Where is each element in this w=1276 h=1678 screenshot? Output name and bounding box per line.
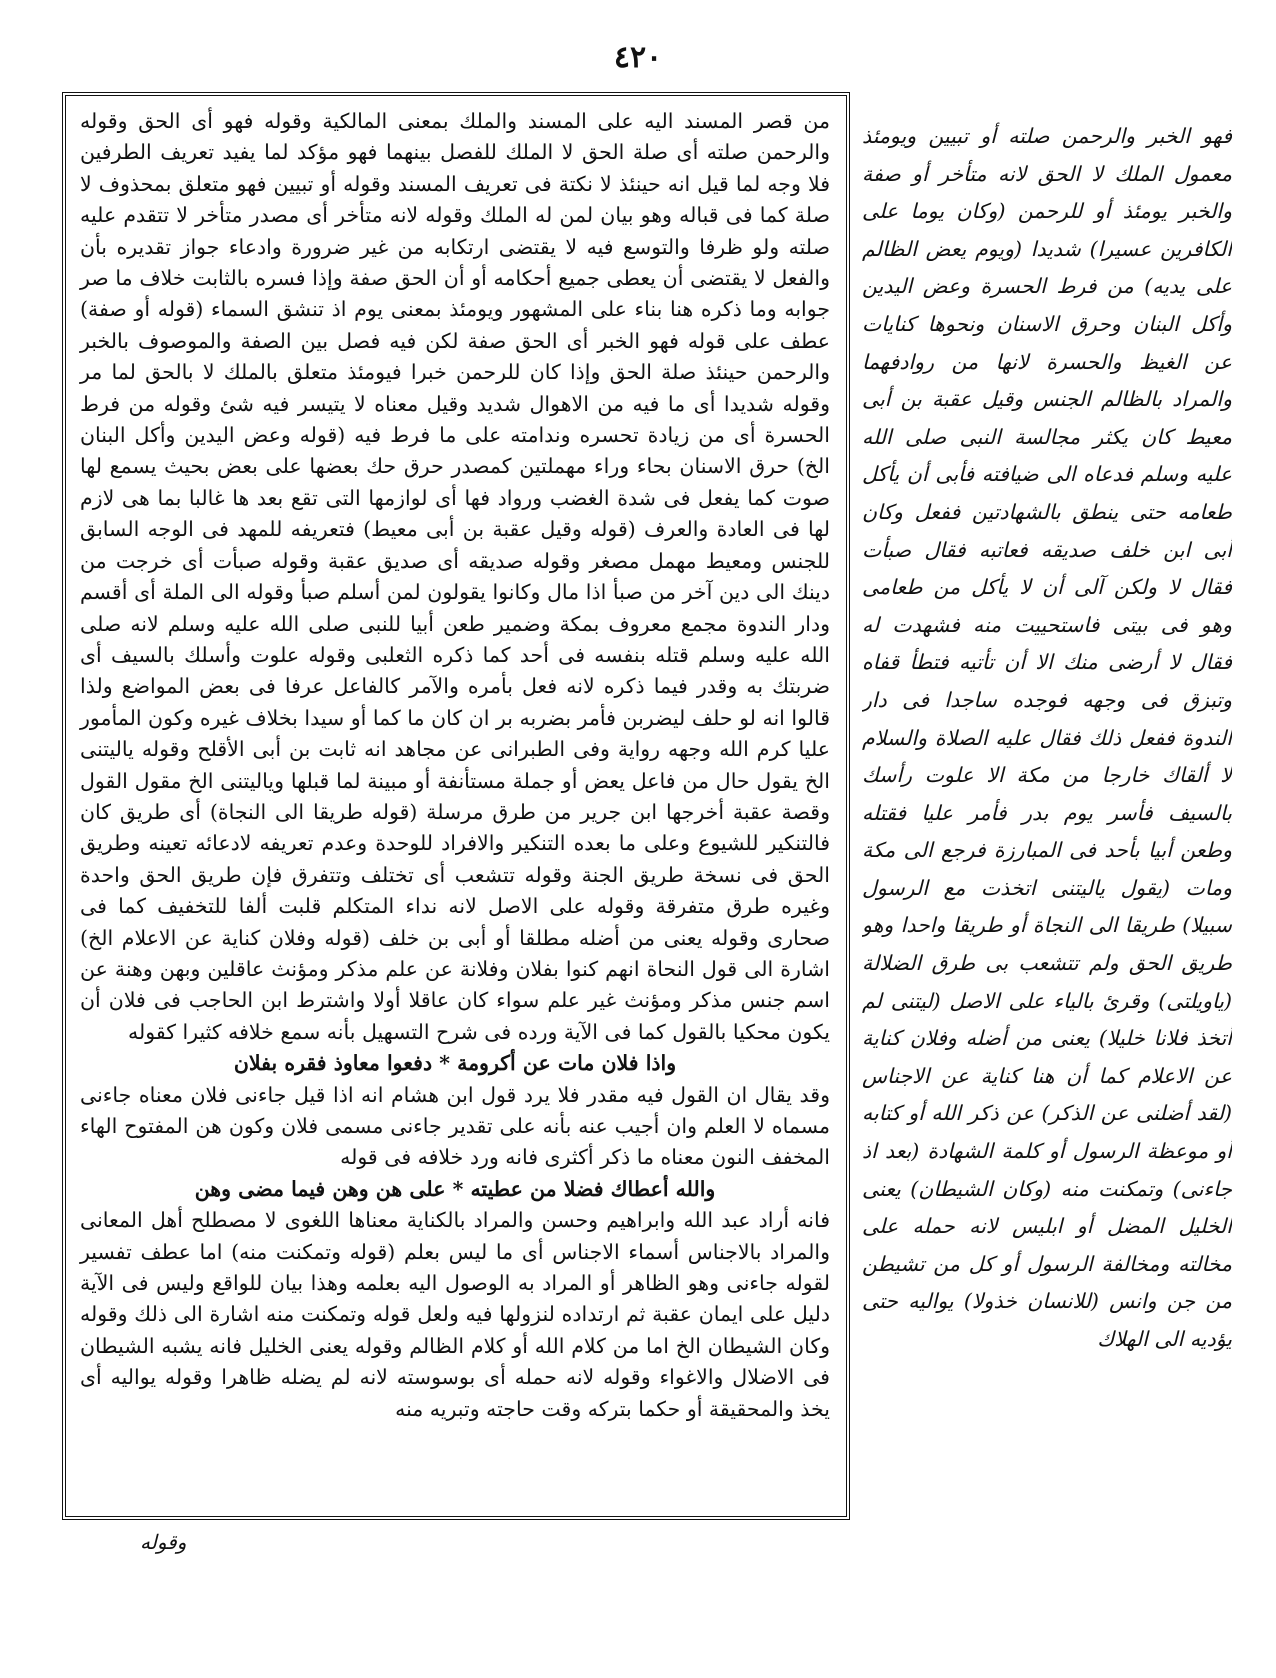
page-number: ٤٢٠ [613,40,663,75]
catchword: وقوله [140,1530,187,1554]
margin-paragraph: فهو الخبر والرحمن صلته أو تبيين ويومئذ معمول الملك لا الحق لانه متأخر أو صفة والخبر يومئذ أو للرحمن (وكان يوما على الكافرين عسيرا) شديدا (ويوم يعض الظالم على يديه) من فرط الحسرة وعض اليدين وأكل البنان وحرق الاسنان ونحوها كنايات عن الغيظ والحسرة لانها من روادفهما والمراد بالظالم الجنس وقيل عقبة بن أبى معيط كان يكثر مجالسة النبى صلى الله عليه وسلم فدعاه الى ضيافته فأبى أن يأكل طعامه حتى ينطق بالشهادتين ففعل وكان أبى ابن خلف صديقه فعاتبه فقال صبأت فقال لا ولكن آلى أن لا يأكل من طعامى وهو فى بيتى فاستحييت منه فشهدت له فقال لا أرضى منك الا أن تأتيه فتطأ قفاه وتبزق فى وجهه فوجده ساجدا فى دار الندوة ففعل ذلك فقال عليه الصلاة والسلام لا ألقاك خارجا من مكة الا علوت رأسك بالسيف فأسر يوم بدر فأمر عليا فقتله وطعن أبيا بأحد فى المبارزة فرجع الى مكة ومات (يقول ياليتنى اتخذت مع الرسول سبيلا) طريقا الى النجاة أو طريقا واحدا وهو طريق الحق ولم تتشعب بى طرق الضلالة (ياويلتى) وقرئ بالياء على الاصل (ليتنى لم أتخذ فلانا خليلا) يعنى من أضله وفلان كناية عن الاعلام كما أن هنا كناية عن الاجناس (لقد أضلنى عن الذكر) عن ذكر الله أو كتابه أو موعظة الرسول أو كلمة الشهادة (بعد اذ جاءنى) وتمكنت منه (وكان الشيطان) يعنى الخليل المضل أو ابليس لانه حمله على مخالته ومخالفة الرسول أو كل من تشيطن من جن وانس (للانسان خذولا) يواليه حتى يؤديه الى الهلاك [862,124,1232,1351]
main-paragraph-1: من قصر المسند اليه على المسند والملك بمعنى المالكية وقوله فهو أى الحق وقوله والرحمن صلته أى صلة الحق لا الملك للفصل بينهما فهو مؤكد لما يفيد تعريف الطرفين فلا وجه لما قيل انه حينئذ لا نكتة فى تعريف المسند وقوله أو تبيين فهو متعلق بمحذوف لا صلة كما فى قباله وهو بيان لمن له الملك وقوله لانه متأخر أى مصدر متأخر لا تتقدم عليه صلته ولو ظرفا والتوسع فيه لا يقتضى ارتكابه من غير ضرورة وادعاء جواز تقديره بأن والفعل لا يقتضى أن يعطى جميع أحكامه أو أن الحق صفة وإذا فسره بالثابت خلاف ما صر جوابه وما ذكره هنا بناء على المشهور ويومئذ بمعنى يوم اذ تنشق السماء (قوله أو صفة) عطف على قوله فهو الخبر أى الحق صفة لكن فيه فصل بين الصفة والموصوف بالخبر والرحمن حينئذ صلة الحق وإذا كان للرحمن خبرا فيومئذ متعلق بالملك لا بالحق لما مر وقوله شديدا أى ما فيه من الاهوال شديد وقيل معناه لا يتيسر فيه شئ وقوله من فرط الحسرة أى من زيادة تحسره وندامته على ما فرط فيه (قوله وعض اليدين وأكل البنان الخ) حرق الاسنان بحاء وراء مهملتين كمصدر حرق حك بعضها على بعض بحيث يسمع لها صوت كما يفعل فى شدة الغضب ورواد فها أى لوازمها التى تقع بعد ها غالبا بما هى لازم لها فى العادة والعرف (قوله وقيل عقبة بن أبى معيط) فتعريفه للمهد فى الوجه السابق للجنس ومعيط مهمل مصغر وقوله صديقه أى صديق عقبة وقوله صبأت أى خرجت من دينك الى دين آخر من صبأ اذا مال وكانوا يقولون لمن أسلم صبأ وقوله الى الملة أى أقسم ودار الندوة مجمع معروف بمكة وضمير طعن أبيا للنبى صلى الله عليه وسلم لانه صلى الله عليه وسلم قتله بنفسه فى أحد كما ذكره الثعلبى وقوله علوت وأسلك بالسيف أى ضربتك به وقدر فيما ذكره لانه فعل بأمره والآمر كالفاعل عرفا فى بعض المواضع ولذا قالوا انه لو حلف ليضربن فأمر بضربه بر ان كان ما كما أو سيدا بخلاف غيره وكون المأمور عليا كرم الله وجهه رواية وفى الطبرانى عن مجاهد انه ثابت بن أبى الأقلح وقوله ياليتنى الخ يقول حال من فاعل يعض أو جملة مستأنفة أو مبينة لما قبلها وياليتنى الخ مقول القول وقصة عقبة أخرجها ابن جرير من طرق مرسلة (قوله طريقا الى النجاة) أى طريق كان فالتنكير للشيوع وعلى ما بعده التنكير والافراد للوحدة وعدم تعريفه لادعائه تعينه وطريق الحق فى نسخة طريق الجنة وقوله تتشعب أى تختلف وتتفرق فإن طريق الحق واحدة وغيره طرق متفرقة وقوله على الاصل لانه نداء المتكلم قلبت ألفا للتخفيف كما فى صحارى وقوله يعنى من أضله مطلقا أو أبى بن خلف (قوله وفلان كناية عن الاعلام الخ) اشارة الى قول النحاة انهم كنوا بفلان وفلانة عن علم مذكر ومؤنث عاقلين وبهن وهنة عن اسم جنس مذكر ومؤنث غير علم سواء كان عاقلا أولا واشترط ابن الحاجب فى فلان أن يكون محكيا بالقول كما فى الآية ورده فى شرح التسهيل بأنه سمع خلافه كثيرا كقوله [80,109,830,1044]
poem-verse-2: والله أعطاك فضلا من عطيته * على هن وهن فيما مضى وهن [194,1176,716,1201]
main-paragraph-3: فانه أراد عبد الله وابراهيم وحسن والمراد بالكناية معناها اللغوى لا مصطلح أهل المعانى والمراد بالاجناس أسماء الاجناس أى ما ليس بعلم (قوله وتمكنت منه) اما عطف تفسير لقوله جاءنى وهو الظاهر أو المراد به الوصول اليه بعلمه وهذا بيان للواقع وليس فى الآية دليل على ايمان عقبة ثم ارتداده لنزولها فيه ولعل قوله وتمكنت منه اشارة الى ذلك وقوله وكان الشيطان الخ اما من كلام الله أو كلام الظالم وقوله يعنى الخليل فانه يشبه الشيطان فى الاضلال والاغواء وقوله لانه حمله أى بوسوسته لانه لم يضله ظاهرا وقوله يواليه أى يخذ والمحقيقة أو حكما بتركه وقت حاجته وتبريه منه [80,1208,830,1421]
margin-tafsir-column [862,118,1232,1408]
main-paragraph-2: وقد يقال ان القول فيه مقدر فلا يرد قول ابن هشام انه اذا قيل جاءنى فلان معناه جاءنى مسماه لا العلم وان أجيب عنه بأنه على تقدير جاءنى مسمى فلان وكون هن المفتوح الهاء المخفف النون معناه ما ذكر أكثرى فانه ورد خلافه فى قوله [80,1082,830,1170]
poem-verse-1: واذا فلان مات عن أكرومة * دفعوا معاوذ فقره بفلان [233,1051,677,1076]
main-commentary-text [80,106,830,1425]
main-commentary-frame [62,92,850,1520]
